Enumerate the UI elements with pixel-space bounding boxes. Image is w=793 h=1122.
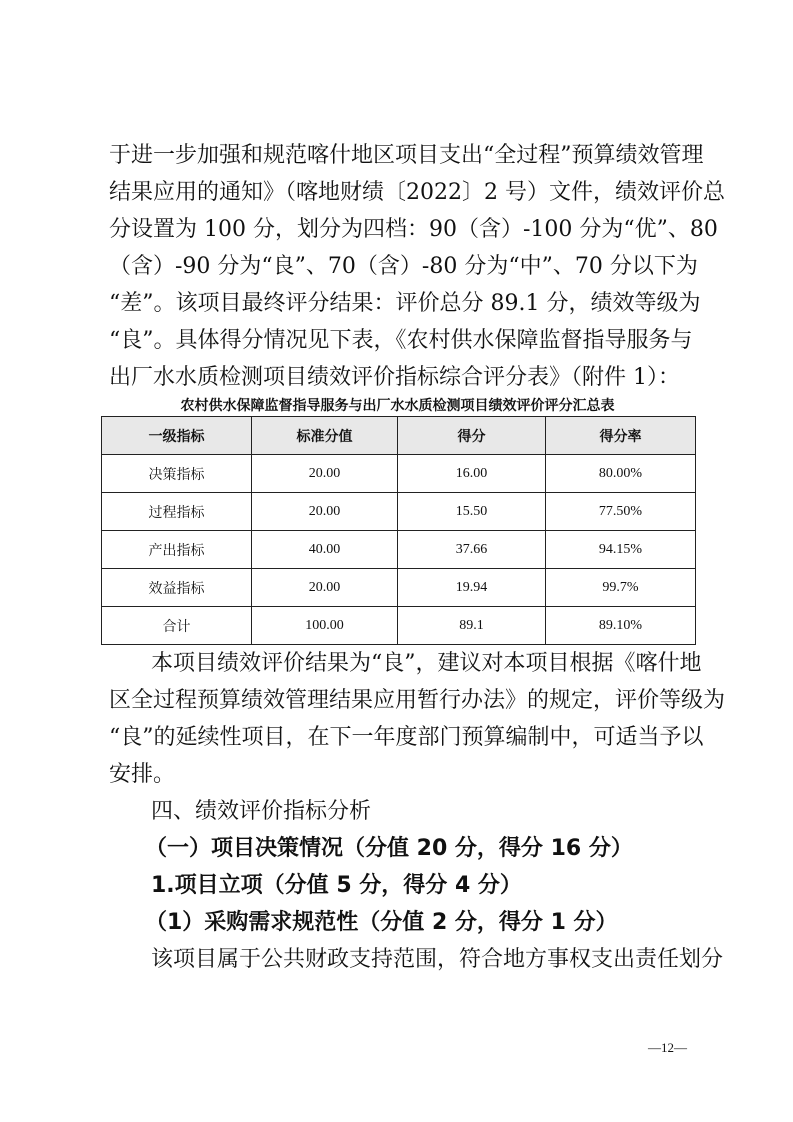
table-cell: 20.00 — [252, 455, 398, 493]
table-cell: 37.66 — [398, 531, 546, 569]
subitem-heading: （1）采购需求规范性（分值 2 分，得分 1 分） — [145, 910, 618, 935]
table-row — [102, 493, 696, 531]
table-cell: 77.50% — [546, 493, 696, 531]
table-cell: 20.00 — [252, 493, 398, 531]
table-cell: 89.10% — [546, 607, 696, 645]
conclusion-line: “良”的延续性项目，在下一年度部门预算编制中，可适当予以 — [109, 725, 704, 750]
table-cell: 40.00 — [252, 531, 398, 569]
table-cell: 100.00 — [252, 607, 398, 645]
table-cell: 99.7% — [546, 569, 696, 607]
section-heading: 四、绩效评价指标分析 — [151, 799, 372, 824]
table-cell: 决策指标 — [102, 455, 252, 493]
header-cell: 得分率 — [546, 417, 696, 455]
table-cell: 80.00% — [546, 455, 696, 493]
intro-line: 分设置为 100 分，划分为四档：90（含）-100 分为“优”、80 — [109, 217, 718, 242]
table-cell: 合计 — [102, 607, 252, 645]
table-cell: 19.94 — [398, 569, 546, 607]
table-cell: 15.50 — [398, 493, 546, 531]
intro-line: “差”。该项目最终评分结果：评价总分 89.1 分，绩效等级为 — [109, 291, 701, 316]
table-cell: 产出指标 — [102, 531, 252, 569]
intro-line: （含）-90 分为“良”、70（含）-80 分为“中”、70 分以下为 — [109, 254, 698, 279]
body-line: 该项目属于公共财政支持范围，符合地方事权支出责任划分 — [151, 947, 724, 972]
table-caption: 农村供水保障监督指导服务与出厂水水质检测项目绩效评价评分汇总表 — [180, 398, 615, 414]
table-cell: 16.00 — [398, 455, 546, 493]
table-cell: 20.00 — [252, 569, 398, 607]
conclusion-line: 本项目绩效评价结果为“良”，建议对本项目根据《喀什地 — [151, 651, 702, 676]
table-header-row — [102, 417, 696, 455]
header-cell: 标准分值 — [252, 417, 398, 455]
intro-line: 出厂水水质检测项目绩效评价指标综合评分表》（附件 1）： — [109, 365, 680, 390]
score-summary-table — [101, 416, 696, 645]
table-row — [102, 531, 696, 569]
intro-line: 结果应用的通知》（喀地财绩〔2022〕2 号）文件，绩效评价总 — [109, 180, 725, 205]
conclusion-line: 安排。 — [109, 762, 176, 787]
intro-line: “良”。具体得分情况见下表，《农村供水保障监督指导服务与 — [109, 328, 693, 353]
conclusion-line: 区全过程预算绩效管理结果应用暂行办法》的规定，评价等级为 — [109, 688, 726, 713]
item-heading: 1.项目立项（分值 5 分，得分 4 分） — [151, 873, 522, 898]
table-row — [102, 455, 696, 493]
subsection-heading: （一）项目决策情况（分值 20 分，得分 16 分） — [145, 836, 633, 861]
page-number: —12— — [648, 1040, 687, 1055]
header-cell: 得分 — [398, 417, 546, 455]
table-cell: 89.1 — [398, 607, 546, 645]
header-cell: 一级指标 — [102, 417, 252, 455]
table-cell: 过程指标 — [102, 493, 252, 531]
table-cell: 效益指标 — [102, 569, 252, 607]
table-row — [102, 569, 696, 607]
intro-line: 于进一步加强和规范喀什地区项目支出“全过程”预算绩效管理 — [109, 143, 704, 168]
table-total-row — [102, 607, 696, 645]
table-cell: 94.15% — [546, 531, 696, 569]
